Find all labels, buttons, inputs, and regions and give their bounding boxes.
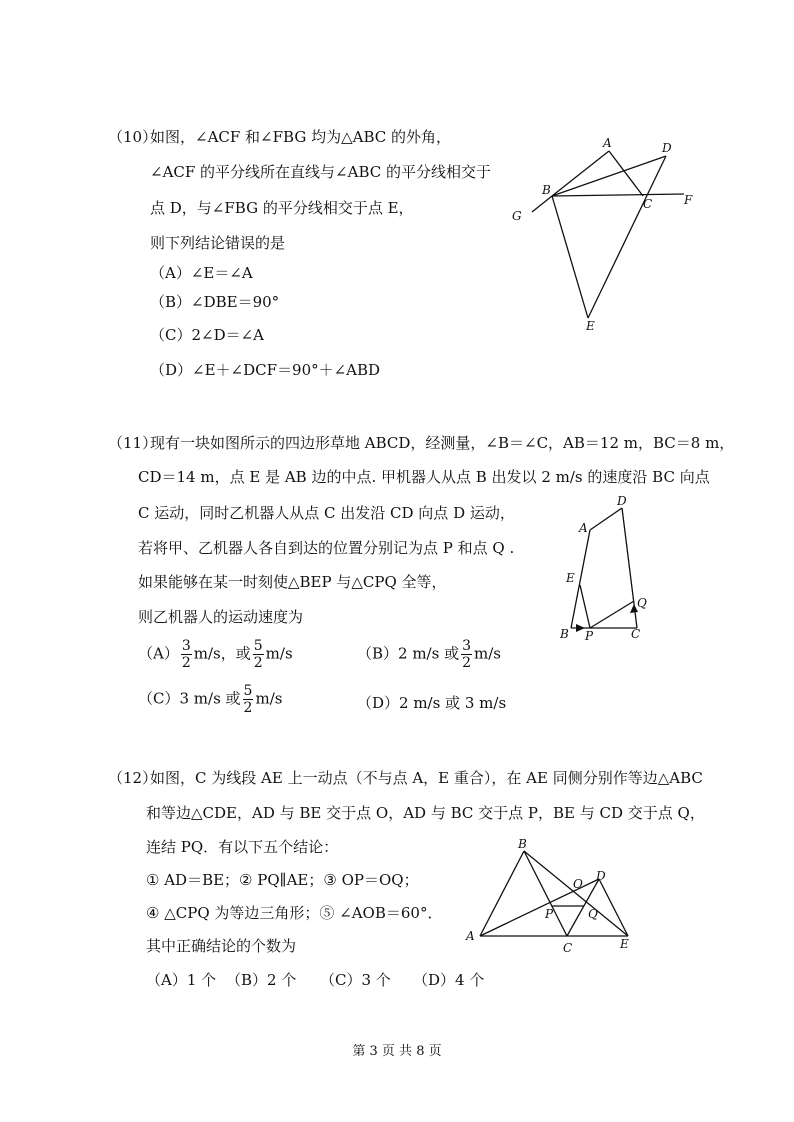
q12-line-5: ④ △CPQ 为等边三角形；⑤ ∠AOB＝60°．: [146, 904, 443, 922]
q11-option-a-label: （A）: [138, 644, 179, 663]
q11-number: （11）: [108, 434, 158, 452]
q12-label-o: O: [573, 877, 583, 891]
q12-line-4: ① AD＝BE；② PQ∥AE；③ OP＝OQ；: [146, 871, 419, 889]
q11-option-a-frac1: $\frac{3}{2}$: [181, 638, 191, 671]
q12-label-a: A: [466, 929, 475, 943]
q10-line-2: ∠ACF 的平分线所在直线与∠ABC 的平分线相交于: [150, 163, 492, 181]
q11-option-c-unit: m/s: [255, 689, 283, 708]
q11-line-1: 现有一块如图所示的四边形草地 ABCD，经测量，∠B＝∠C，AB＝12 m，BC＝8 m，: [150, 434, 735, 452]
q10-label-d: D: [662, 141, 672, 155]
q11-label-a: A: [579, 521, 588, 535]
q10-number: （10）: [108, 128, 158, 146]
q11-label-c: C: [631, 627, 641, 641]
q12-number: （12）: [108, 769, 158, 787]
q10-label-e: E: [586, 319, 595, 333]
q12-option-b[interactable]: （B）2 个: [226, 971, 297, 989]
q11-line-4: 若将甲、乙机器人各自到达的位置分别记为点 P 和点 Q .: [138, 539, 515, 557]
q11-line-6: 则乙机器人的运动速度为: [138, 608, 304, 626]
q11-label-q: Q: [637, 596, 647, 610]
q12-label-p: P: [545, 907, 554, 921]
q10-option-d[interactable]: （D）∠E＋∠DCF＝90°＋∠ABD: [150, 361, 381, 379]
q11-line-2: CD＝14 m，点 E 是 AB 边的中点. 甲机器人从点 B 出发以 2 m/s 的速度沿 BC 向点: [138, 468, 710, 486]
q12-option-a[interactable]: （A）1 个: [146, 971, 217, 989]
q10-option-b[interactable]: （B）∠DBE＝90°: [150, 293, 280, 311]
q10-option-c[interactable]: （C）2∠D＝∠A: [150, 326, 265, 344]
q11-option-c-label: （C）3 m/s 或: [138, 689, 241, 708]
q12-line-6: 其中正确结论的个数为: [146, 937, 297, 955]
q12-label-c: C: [563, 941, 573, 955]
q10-label-a: A: [603, 136, 612, 150]
q11-option-a-frac2: $\frac{5}{2}$: [253, 638, 263, 671]
q11-option-c-frac: $\frac{5}{2}$: [243, 683, 253, 716]
q11-option-b-frac: $\frac{3}{2}$: [462, 638, 471, 671]
q11-label-d: D: [617, 494, 627, 508]
q11-label-p: P: [585, 629, 594, 643]
q12-line-3: 连结 PQ．有以下五个结论：: [146, 838, 339, 856]
q12-line-1: 如图，C 为线段 AE 上一动点（不与点 A，E 重合），在 AE 同侧分别作等边△ABC: [150, 769, 703, 787]
q11-option-a-mid: m/s，或: [193, 644, 251, 663]
q12-option-c[interactable]: （C）3 个: [320, 971, 391, 989]
q11-label-b: B: [560, 627, 569, 641]
q10-label-g: G: [512, 209, 522, 223]
q10-line-4: 则下列结论错误的是: [150, 234, 286, 252]
q12-label-d: D: [596, 869, 606, 883]
q12-label-q: Q: [588, 907, 598, 921]
q11-option-a-unit: m/s: [265, 644, 293, 663]
q10-label-b: B: [542, 183, 551, 197]
q12-label-b: B: [518, 837, 527, 851]
q12-option-d[interactable]: （D）4 个: [413, 971, 485, 989]
q11-option-d[interactable]: （D）2 m/s 或 3 m/s: [357, 694, 507, 712]
q11-option-b-unit: m/s: [474, 644, 501, 663]
q10-label-f: F: [684, 193, 693, 207]
page-footer: 第 3 页 共 8 页: [352, 1044, 442, 1059]
q10-line-3: 点 D，与∠FBG 的平分线相交于点 E，: [150, 199, 414, 217]
q11-line-3: C 运动，同时乙机器人从点 C 出发沿 CD 向点 D 运动，: [138, 504, 515, 522]
q11-label-e: E: [566, 571, 575, 585]
q10-option-a[interactable]: （A）∠E＝∠A: [150, 264, 253, 282]
q11-line-5: 如果能够在某一时刻使△BEP 与△CPQ 全等，: [138, 573, 447, 591]
q11-option-b-label: （B）2 m/s 或: [357, 644, 460, 663]
q10-label-c: C: [643, 197, 653, 211]
q12-line-2: 和等边△CDE，AD 与 BE 交于点 O，AD 与 BC 交于点 P，BE 与 CD 交于点 Q，: [146, 804, 705, 822]
q10-line-1: 如图，∠ACF 和∠FBG 均为△ABC 的外角，: [150, 128, 451, 146]
q12-label-e: E: [620, 937, 629, 951]
